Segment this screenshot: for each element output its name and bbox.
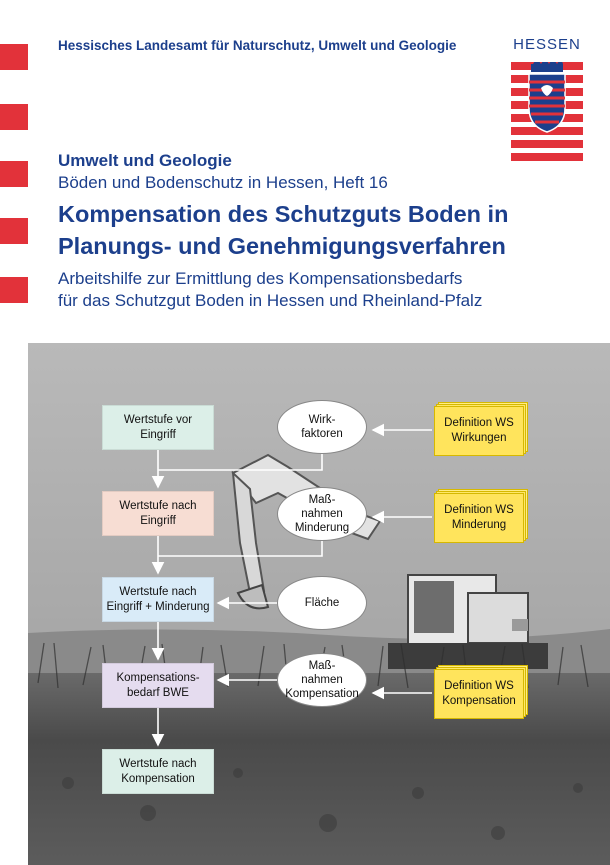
document-title [58, 198, 508, 262]
flow-box-label: Wertstufe nach Eingriff + Minderung [106, 585, 210, 613]
ellipse-label: Fläche [304, 597, 340, 609]
flow-box-label: Wertstufe vor Eingriff [123, 413, 193, 441]
note-label: Definition WS Wirkungen [444, 417, 514, 444]
ellipse-label: Maß- nahmen Minderung [294, 494, 350, 534]
title-line: Planungs- und Genehmigungsverfahren [58, 233, 506, 259]
subtitle-line: Arbeitshilfe zur Ermittlung des Kompensationsbedarfs [58, 269, 463, 288]
hessen-coat-of-arms-icon [511, 62, 583, 167]
note-label: Definition WS Minderung [444, 504, 514, 531]
note-label: Definition WS Kompensation [442, 680, 516, 707]
series-issue: Böden und Bodenschutz in Hessen, Heft 16 [58, 173, 388, 192]
ellipse-label: Wirk- faktoren [301, 414, 343, 440]
flow-box-label: Wertstufe nach Eingriff [119, 499, 197, 527]
series-name: Umwelt und Geologie [58, 151, 232, 170]
edge-marker [0, 218, 28, 244]
ellipse-area [277, 576, 367, 630]
title-line: Kompensation des Schutzguts Boden in [58, 201, 509, 227]
flow-box-value-before [102, 405, 214, 450]
ellipse-impact-factors [277, 400, 367, 454]
cover-photo-diagram [28, 343, 610, 865]
ellipse-mitigation-measures [277, 487, 367, 541]
edge-marker [0, 104, 28, 130]
agency-name: Hessisches Landesamt für Naturschutz, Umwelt und Geologie [58, 38, 457, 53]
document-subtitle [58, 268, 482, 312]
hessen-logo [511, 36, 583, 54]
note-definition-impacts [434, 406, 526, 458]
subtitle-line: für das Schutzgut Boden in Hessen und Rheinland-Pfalz [58, 291, 483, 310]
flow-box-value-after-mitigation [102, 577, 214, 622]
ellipse-label: Maß- nahmen Kompensation [285, 660, 359, 700]
flow-box-label: Kompensations- bedarf BWE [116, 671, 200, 699]
logo-text: HESSEN [513, 36, 581, 53]
flow-box-value-after [102, 491, 214, 536]
edge-marker [0, 161, 28, 187]
flow-box-value-after-compensation [102, 749, 214, 794]
edge-marker [0, 44, 28, 70]
note-definition-compensation [434, 669, 526, 721]
flow-box-label: Wertstufe nach Kompensation [119, 757, 197, 785]
note-definition-mitigation [434, 493, 526, 545]
flow-box-compensation-demand [102, 663, 214, 708]
series-heading [58, 150, 388, 194]
ellipse-compensation-measures [277, 653, 367, 707]
edge-marker [0, 277, 28, 303]
